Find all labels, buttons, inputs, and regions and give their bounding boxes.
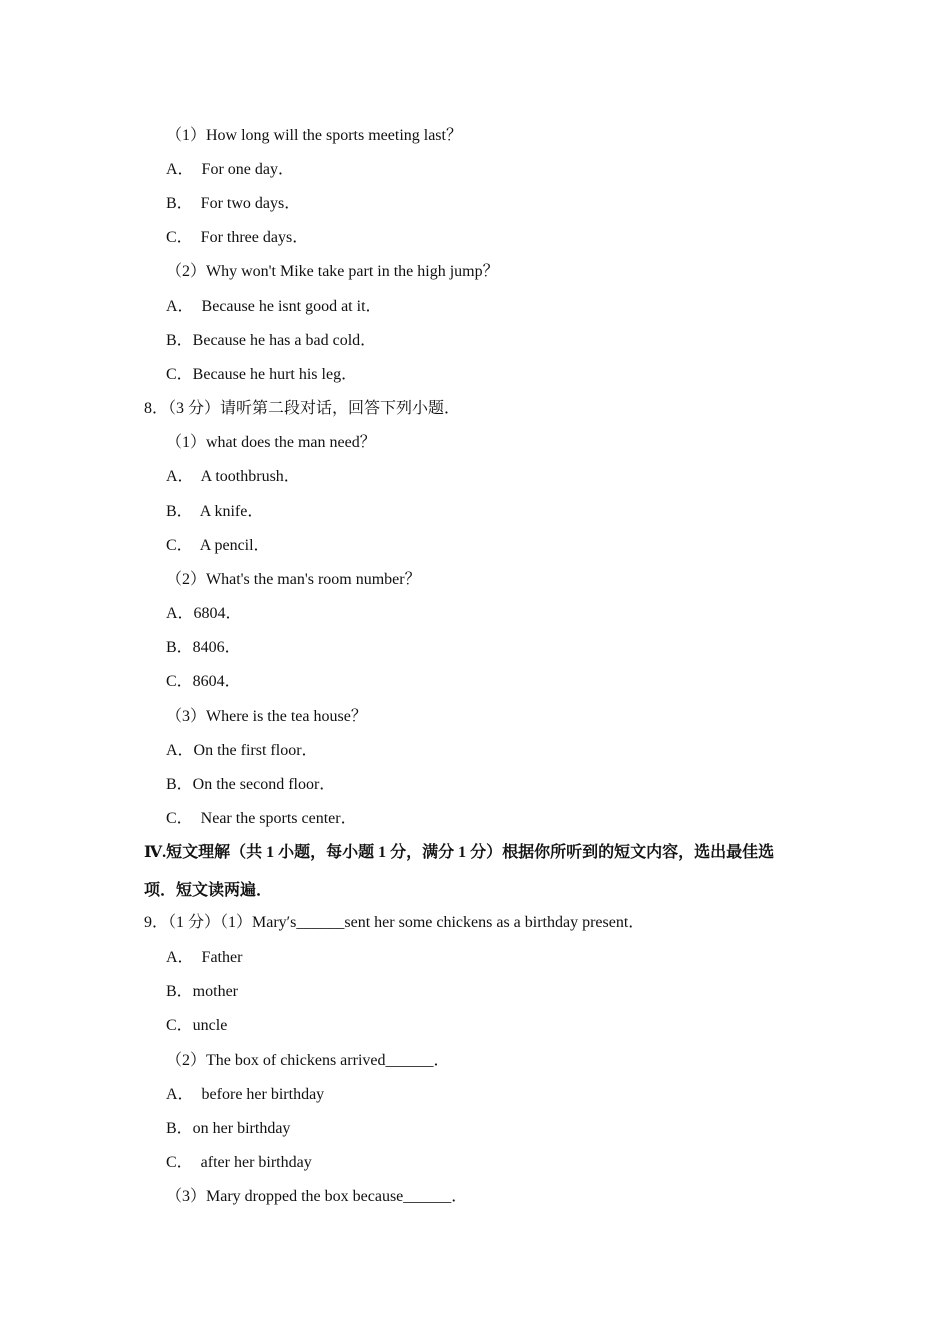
question-7-2: （2）Why won't Mike take part in the high jump？ bbox=[166, 263, 499, 280]
option-c: C． Near the sports center． bbox=[166, 810, 357, 827]
option-c: C．8604． bbox=[166, 673, 241, 690]
option-c: C．Because he hurt his leg． bbox=[166, 366, 358, 383]
question-9-2: （2）The box of chickens arrived______． bbox=[166, 1052, 450, 1069]
question-8-header: 8．（3 分）请听第二段对话，回答下列小题． bbox=[144, 400, 461, 417]
option-a: A．6804． bbox=[166, 605, 242, 622]
option-a: A． Because he isnt good at it． bbox=[166, 298, 382, 315]
option-a: A． A toothbrush． bbox=[166, 468, 300, 485]
question-8-1: （1）what does the man need？ bbox=[166, 434, 376, 451]
question-8-2: （2）What's the man's room number？ bbox=[166, 571, 421, 588]
option-c: C． after her birthday bbox=[166, 1154, 312, 1171]
option-b: B．8406． bbox=[166, 639, 241, 656]
option-b: B．mother bbox=[166, 983, 238, 1000]
question-7-1: （1）How long will the sports meeting last？ bbox=[166, 127, 462, 144]
option-c: C． For three days． bbox=[166, 229, 309, 246]
option-c: C．uncle bbox=[166, 1017, 228, 1034]
question-9-3: （3）Mary dropped the box because______． bbox=[166, 1188, 468, 1205]
option-a: A． For one day． bbox=[166, 161, 294, 178]
option-a: A． before her birthday bbox=[166, 1086, 325, 1103]
section-iv-heading-cont: 项．短文读两遍． bbox=[144, 882, 273, 899]
option-b: B． For two days． bbox=[166, 195, 301, 212]
option-b: B． A knife． bbox=[166, 503, 264, 520]
option-c: C． A pencil． bbox=[166, 537, 270, 554]
option-b: B．on her birthday bbox=[166, 1120, 291, 1137]
question-9-1: 9．（1 分）（1）Mary′s______sent her some chickens as a birthday present． bbox=[144, 914, 645, 931]
option-b: B．Because he has a bad cold． bbox=[166, 332, 377, 349]
option-b: B．On the second floor． bbox=[166, 776, 336, 793]
section-iv-heading: Ⅳ.短文理解（共 1 小题，每小题 1 分，满分 1 分）根据你所听到的短文内容，选出最佳选 bbox=[144, 844, 775, 861]
option-a: A．On the first floor． bbox=[166, 742, 318, 759]
question-8-3: （3）Where is the tea house？ bbox=[166, 708, 367, 725]
option-a: A． Father bbox=[166, 949, 243, 966]
